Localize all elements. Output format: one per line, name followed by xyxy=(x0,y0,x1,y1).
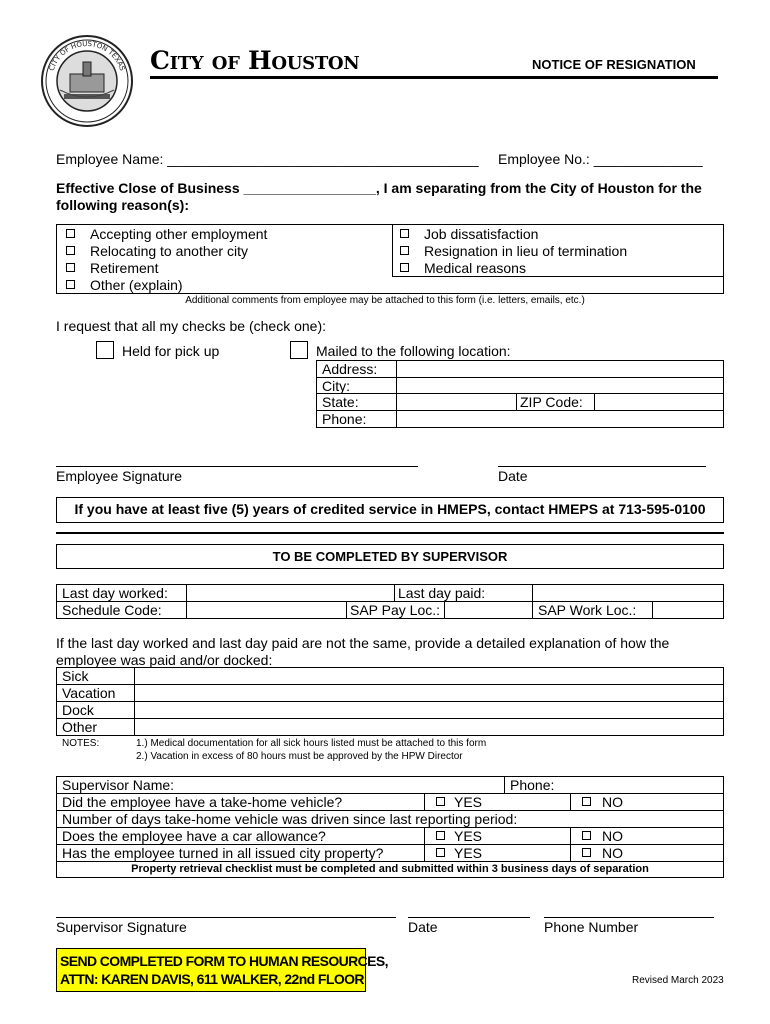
mailed-checkbox[interactable] xyxy=(290,341,308,359)
supervisor-signature-label: Supervisor Signature xyxy=(56,919,187,935)
reasons-divider-h xyxy=(392,276,724,277)
seal-text: CITY OF HOUSTON TEXAS xyxy=(47,39,127,72)
zip-label: ZIP Code: xyxy=(520,394,583,410)
address-input[interactable] xyxy=(398,361,722,376)
pay-type-row-line xyxy=(56,684,724,685)
seal-icon xyxy=(40,34,134,128)
mailed-label: Mailed to the following location: xyxy=(316,343,511,359)
send-to-hr-line2: ATTN: KAREN DAVIS, 611 WALKER, 22nd FLOOR xyxy=(60,971,364,987)
sup-col-line xyxy=(504,776,505,793)
sup-col-line xyxy=(424,827,425,861)
pay-dates-col-line xyxy=(394,584,395,601)
pay-type-label: Other xyxy=(62,719,98,735)
supervisor-title: TO BE COMPLETED BY SUPERVISOR xyxy=(272,549,508,564)
address-divider xyxy=(396,360,397,428)
pay-type-label: Sick xyxy=(62,668,89,684)
supervisor-phone-label: Phone: xyxy=(510,777,555,793)
hmeps-notice: If you have at least five (5) years of credited service in HMEPS, contact HMEPS at 713-595-0100 xyxy=(74,501,706,517)
property-no-checkbox[interactable] xyxy=(582,848,591,857)
effective-close-line2: following reason(s): xyxy=(56,197,189,213)
city-input[interactable] xyxy=(398,378,722,393)
reason-label: Retirement xyxy=(90,260,159,276)
note-item: 2.) Vacation in excess of 80 hours must be approved by the HPW Director xyxy=(136,751,463,762)
city-title: City of Houston xyxy=(150,46,360,75)
explain-text-2: employee was paid and/or docked: xyxy=(56,652,273,668)
yes-label: YES xyxy=(454,794,483,810)
reason-checkbox-relocating[interactable] xyxy=(66,246,75,255)
address-label: Address: xyxy=(322,361,378,377)
sup-row-line xyxy=(56,861,724,862)
city-property-question: Has the employee turned in all issued city property? xyxy=(62,845,384,861)
reason-checkbox-retirement[interactable] xyxy=(66,263,75,272)
sup-col-line xyxy=(570,793,571,810)
last-day-worked-label: Last day worked: xyxy=(62,585,168,601)
yes-label: YES xyxy=(454,845,483,861)
no-label: NO xyxy=(602,828,623,844)
zip-divider-right xyxy=(594,393,595,410)
reasons-divider xyxy=(392,224,393,276)
schedule-code-label: Schedule Code: xyxy=(62,602,162,618)
reasons-note: Additional comments from employee may be attached to this form (i.e. letters, emails, etc.) xyxy=(185,295,585,306)
reason-label: Resignation in lieu of termination xyxy=(424,243,628,259)
pickup-checkbox[interactable] xyxy=(96,341,114,359)
zip-divider-left xyxy=(516,393,517,410)
header-rule xyxy=(150,76,718,79)
pay-type-label: Dock xyxy=(62,702,94,718)
reason-label: Accepting other employment xyxy=(90,226,268,242)
sap-pay-loc-label: SAP Pay Loc.: xyxy=(350,602,441,618)
supervisor-phone-label: Phone Number xyxy=(544,919,639,935)
reason-checkbox-dissatisfaction[interactable] xyxy=(400,229,409,238)
supervisor-phone-line[interactable] xyxy=(544,917,714,918)
supervisor-date-label: Date xyxy=(408,919,438,935)
reason-checkbox-medical[interactable] xyxy=(400,263,409,272)
car-allowance-question: Does the employee have a car allowance? xyxy=(62,828,326,844)
employee-date-line[interactable] xyxy=(498,466,706,467)
pickup-label: Held for pick up xyxy=(122,343,220,359)
reason-label: Other (explain) xyxy=(90,277,183,293)
no-label: NO xyxy=(602,845,623,861)
employee-date-label: Date xyxy=(498,468,528,484)
supervisor-signature-line[interactable] xyxy=(56,917,396,918)
employee-signature-label: Employee Signature xyxy=(56,468,183,484)
last-day-paid-label: Last day paid: xyxy=(398,585,486,601)
pay-dates-col-line xyxy=(652,601,653,619)
state-label: State: xyxy=(322,394,359,410)
vehicle-no-checkbox[interactable] xyxy=(582,797,591,806)
sup-col-line xyxy=(570,827,571,861)
pay-dates-col-line xyxy=(444,601,445,619)
reason-label: Medical reasons xyxy=(424,260,526,276)
reason-checkbox-other[interactable] xyxy=(66,280,75,289)
sup-col-line xyxy=(424,793,425,810)
city-seal xyxy=(40,34,134,128)
send-to-hr-line1: SEND COMPLETED FORM TO HUMAN RESOURCES, xyxy=(60,953,388,969)
employee-name-field[interactable]: Employee Name: ________________________________________ xyxy=(56,151,479,167)
reason-checkbox-resignation[interactable] xyxy=(400,246,409,255)
reason-label: Job dissatisfaction xyxy=(424,226,539,242)
checks-prompt: I request that all my checks be (check one): xyxy=(56,318,327,334)
section-separator xyxy=(56,532,724,534)
effective-close-line[interactable]: Effective Close of Business _________________, I am separating from the City of Houston for the xyxy=(56,180,702,196)
reason-label: Relocating to another city xyxy=(90,243,248,259)
yes-label: YES xyxy=(454,828,483,844)
allowance-no-checkbox[interactable] xyxy=(582,831,591,840)
no-label: NO xyxy=(602,794,623,810)
pay-dates-col-line xyxy=(346,601,347,619)
city-label: City: xyxy=(322,378,350,394)
vehicle-question: Did the employee have a take-home vehicle? xyxy=(62,794,343,810)
vehicle-days-question: Number of days take-home vehicle was driven since last reporting period: xyxy=(62,811,518,827)
pay-dates-col-line xyxy=(186,584,187,619)
notes-label: NOTES: xyxy=(62,738,100,749)
property-retrieval-note: Property retrieval checklist must be completed and submitted within 3 business days of separation xyxy=(131,863,649,875)
doc-title: NOTICE OF RESIGNATION xyxy=(532,57,696,72)
explain-text: If the last day worked and last day paid are not the same, provide a detailed explanation of how the xyxy=(56,635,670,651)
employee-number-field[interactable]: Employee No.: ______________ xyxy=(498,151,703,167)
phone-input[interactable] xyxy=(398,411,722,426)
sap-work-loc-label: SAP Work Loc.: xyxy=(538,602,637,618)
pay-type-row-line xyxy=(56,718,724,719)
pay-type-row-line xyxy=(56,701,724,702)
reason-checkbox-other-employment[interactable] xyxy=(66,229,75,238)
supervisor-name-label: Supervisor Name: xyxy=(62,777,175,793)
supervisor-date-line[interactable] xyxy=(408,917,530,918)
vehicle-yes-checkbox[interactable] xyxy=(436,797,445,806)
revised-date: Revised March 2023 xyxy=(632,975,724,986)
allowance-yes-checkbox[interactable] xyxy=(436,831,445,840)
property-yes-checkbox[interactable] xyxy=(436,848,445,857)
employee-signature-line[interactable] xyxy=(56,466,418,467)
phone-label: Phone: xyxy=(322,411,367,427)
pay-dates-col-line xyxy=(532,584,533,619)
note-item: 1.) Medical documentation for all sick hours listed must be attached to this form xyxy=(136,738,487,749)
pay-type-label: Vacation xyxy=(62,685,116,701)
